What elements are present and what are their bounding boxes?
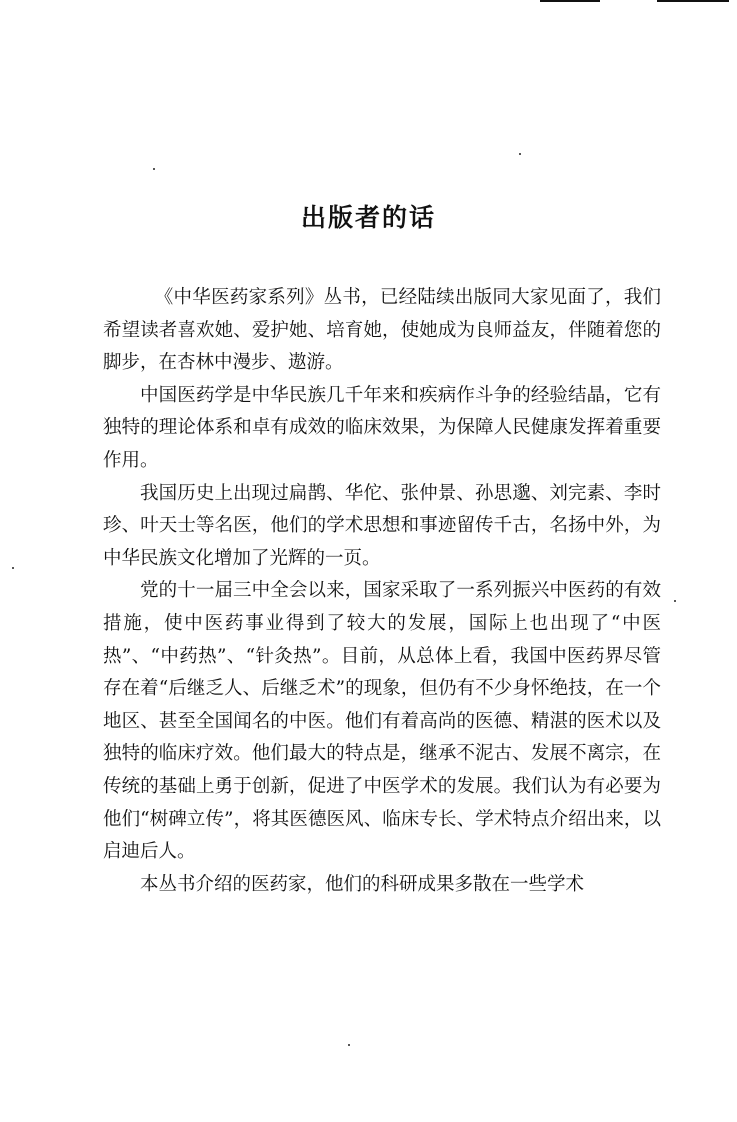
preface-body (103, 282, 661, 901)
scan-speck (674, 600, 676, 602)
page-title: 出版者的话 (300, 203, 436, 232)
paragraph: 我国历史上出现过扁鹊、华佗、张仲景、孙思邈、刘完素、李时珍、叶天士等名医，他们的学术思想和事迹留传千古，名扬中外，为中华民族文化增加了光辉的一页。 (103, 482, 661, 569)
paragraph: 党的十一届三中全会以来，国家采取了一系列振兴中医药的有效措施，使中医药事业得到了较大的发展，国际上也出现了“中医热”、“中药热”、“针灸热”。目前，从总体上看，我国中医药界尽管存在着“后继乏人、后继乏术”的现象，但仍有不少身怀绝技，在一个地区、甚至全国闻名的中医。他们有着高尚的医德、精湛的医术以及独特的临床疗效。他们最大的特点是，继承不泥古、发展不离宗，在传统的基础上勇于创新，促进了中医学术的发展。我们认为有必要为他们“树碑立传”，将其医德医风、临床专长、学术特点介绍出来，以启迪后人。 (103, 580, 661, 863)
scan-speck (12, 567, 14, 569)
paragraph: 《中华医药家系列》丛书，已经陆续出版同大家见面了，我们希望读者喜欢她、爱护她、培育她，使她成为良师益友，伴随着您的脚步，在杏林中漫步、遨游。 (103, 287, 661, 374)
scan-speck (153, 168, 155, 170)
paragraph: 中国医药学是中华民族几千年来和疾病作斗争的经验结晶，它有独特的理论体系和卓有成效的临床效果，为保障人民健康发挥着重要作用。 (103, 384, 661, 471)
paragraph: 本丛书介绍的医药家，他们的科研成果多散在一些学术 (140, 873, 585, 895)
top-scan-rule-left (540, 0, 600, 2)
scan-speck (348, 1044, 350, 1046)
top-scan-rule-right (657, 0, 729, 2)
scan-speck (519, 153, 521, 155)
